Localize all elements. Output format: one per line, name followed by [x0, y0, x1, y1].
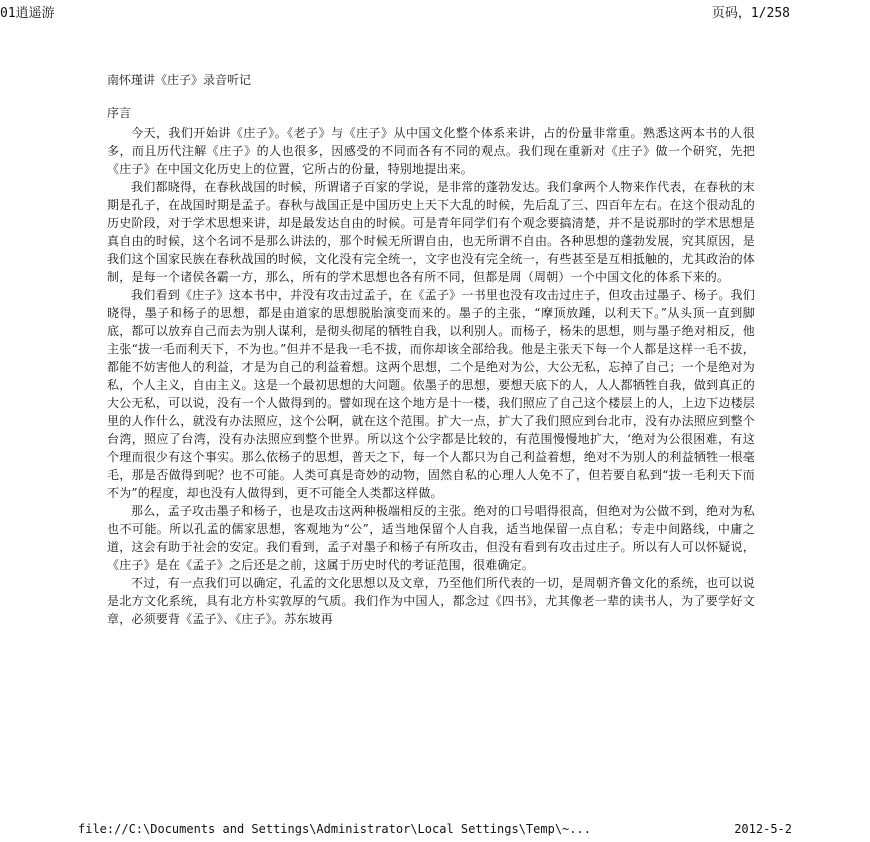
paragraph: 那么，孟子攻击墨子和杨子，也是攻击这两种极端相反的主张。绝对的口号唱得很高，但绝对为公做不到，绝对为私也不可能。所以孔孟的儒家思想，客观地为“公”，适当地保留个人自我，适当地保留一点自私；专走中间路线，中庸之道，这会有助于社会的安定。我们看到，孟子对墨子和杨子有所攻击，但没有看到有攻击过庄子。所以有人可以怀疑说，《庄子》是在《孟子》之后还是之前，这属于历史时代的考证范围，很难确定。	[107, 504, 755, 572]
document-title: 南怀瑾讲《庄子》录音听记	[107, 73, 252, 87]
paragraph: 我们都晓得，在春秋战国的时候，所谓诸子百家的学说，是非常的蓬勃发达。我们拿两个人物来作代表，在春秋的末期是孔子，在战国时期是孟子。春秋与战国正是中国历史上天下大乱的时候，先后乱了三、四百年左右。在这个很动乱的历史阶段，对于学术思想来讲，却是最发达自由的时候。可是青年同学们有个观念要搞清楚，并不是说那时的学术思想是真自由的时候，这个名词不是那么讲法的，那个时候无所谓自由，也无所谓不自由。各种思想的蓬勃发展，究其原因，是我们这个国家民族在春秋战国的时候，文化没有完全统一，文字也没有完全统一，有些甚至是互相抵触的，尤其政治的体制，是每一个诸侯各霸一方，那么，所有的学术思想也各有所不同，但都是周（周朝）一个中国文化的体系下来的。	[107, 180, 755, 284]
header-document-name: 01逍遥游	[0, 6, 55, 21]
paragraph: 不过，有一点我们可以确定，孔孟的文化思想以及文章，乃至他们所代表的一切，是周朝齐鲁文化的系统，也可以说是北方文化系统，具有北方朴实敦厚的气质。我们作为中国人，都念过《四书》，尤其像老一辈的读书人，为了要学好文章，必须要背《孟子》、《庄子》。苏东坡再	[107, 576, 755, 626]
page-header	[0, 0, 870, 22]
section-heading: 序言	[107, 106, 132, 120]
paragraph: 我们看到《庄子》这本书中，并没有攻击过孟子，在《孟子》一书里也没有攻击过庄子，但攻击过墨子、杨子。我们晓得，墨子和杨子的思想，都是由道家的思想脱胎演变而来的。墨子的主张，“摩顶放踵，以利天下。”从头顶一直到脚底，都可以放弃自己而去为别人谋利，是彻头彻尾的牺牲自我，以利别人。而杨子，杨朱的思想，则与墨子绝对相反，他主张“拔一毛而利天下，不为也。”但并不是我一毛不拔，而你却该全部给我。他是主张天下每一个人都是这样一毛不拔，都能不妨害他人的利益，才是为自己的利益着想。这两个思想，二个是绝对为公，大公无私，忘掉了自己；一个是绝对为私，个人主义，自由主义。这是一个最初思想的大问题。依墨子的思想，要想天底下的人，人人都牺牲自我，做到真正的大公无私，可以说，没有一个人做得到的。譬如现在这个地方是十一楼，我们照应了自己这个楼层上的人，上边下边楼层里的人作什么，就没有办法照应，这个公啊，就在这个范围。扩大一点，扩大了我们照应到台北市，没有办法照应到整个台湾，照应了台湾，没有办法照应到整个世界。所以这个公字都是比较的，有范围慢慢地扩大，‘绝对为公很困难，有这个理而很少有这个事实。那么依杨子的思想，普天之下，每一个人都只为自己利益着想，绝对不为别人的利益牺牲一根毫毛，那是否做得到呢？也不可能。人类可真是奇妙的动物，固然自私的心理人人免不了，但若要自私到“拔一毛利天下而不为”的程度，却也没有人做得到，更不可能全人类都这样做。	[107, 288, 755, 500]
footer-file-path: file://C:\Documents and Settings\Administrator\Local Settings\Temp\~...	[78, 822, 591, 836]
document-body	[107, 72, 755, 628]
footer-date: 2012-5-2	[734, 822, 792, 836]
header-page-number: 页码，1/258	[711, 6, 790, 21]
paragraph: 今天，我们开始讲《庄子》。《老子》与《庄子》从中国文化整个体系来讲，占的份量非常重。熟悉这两本书的人很多，而且历代注解《庄子》的人也很多，因感受的不同而各有不同的观点。我们现在重新对《庄子》做一个研究，先把《庄子》在中国文化历史上的位置，它所占的份量，特别地提出来。	[107, 126, 755, 176]
page-footer	[0, 822, 870, 840]
